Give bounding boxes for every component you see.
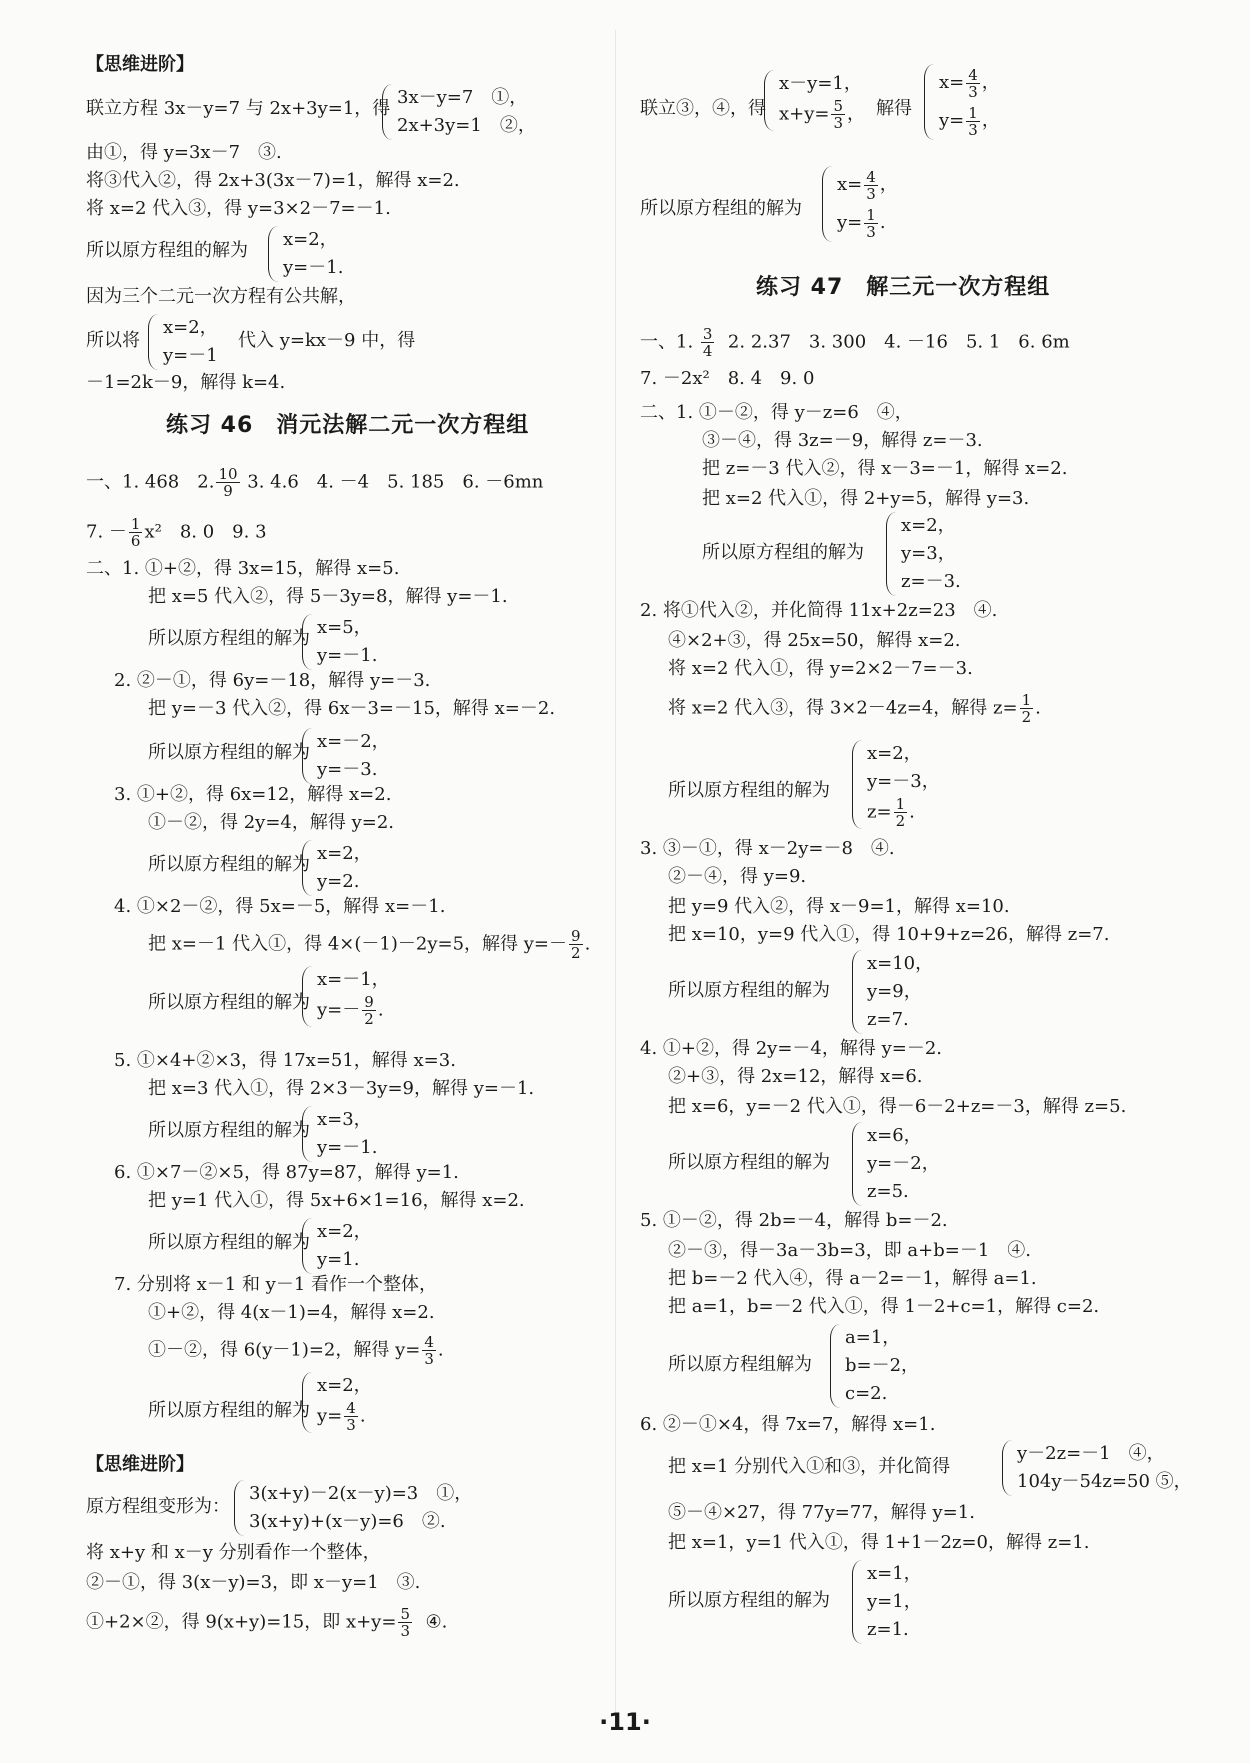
- text-line: 4. ①×2－②，得 5x=－5，解得 x=－1.: [114, 896, 446, 917]
- text-line: 把 x=2 代入①，得 2+y=5，解得 y=3.: [702, 488, 1030, 509]
- text-line: 因为三个二元一次方程有公共解，: [86, 286, 356, 307]
- text-line: 3. ①+②，得 6x=12，解得 x=2.: [114, 784, 392, 805]
- text-line: 所以原方程组的解为: [86, 240, 248, 261]
- text-line: 将 x=2 代入①，得 y=2×2－7=－3.: [668, 658, 973, 679]
- text-line: 所以原方程组的解为: [148, 628, 310, 649]
- text-line: 所以原方程组解为: [668, 1354, 812, 1375]
- text-line: ②+③，得 2x=12，解得 x=6.: [668, 1066, 923, 1087]
- thinking-heading: 【思维进阶】: [86, 1454, 194, 1475]
- section-title-46: 练习 46 消元法解二元一次方程组: [166, 413, 530, 438]
- text-line: 所以原方程组的解为: [668, 780, 830, 801]
- text-line: 所以原方程组的解为: [640, 198, 802, 219]
- solution-system: x=10， y=9， z=7.: [852, 950, 933, 1034]
- text-line: 所以原方程组的解为: [668, 1590, 830, 1611]
- text-line: 解得: [876, 98, 912, 119]
- text-line: 2. ②－①，得 6y=－18，解得 y=－3.: [114, 670, 431, 691]
- text-line: 2. 将①代入②，并化简得 11x+2z=23 ④.: [640, 600, 998, 621]
- text-line: 把 z=－3 代入②，得 x－3=－1，解得 x=2.: [702, 458, 1068, 479]
- solution-system: x=2， y=3， z=－3.: [886, 512, 961, 596]
- solution-system: x=3， y=－1.: [302, 1106, 377, 1162]
- equation-system: 3x－y=7 ①， 2x+3y=1 ②，: [382, 84, 536, 140]
- text-line: 二、1. ①－②，得 y－z=6 ④，: [640, 402, 913, 423]
- text-line: 由①，得 y=3x－7 ③.: [86, 142, 282, 163]
- solution-system: x=－1， y=－ $\frac{9}{2}$ .: [302, 966, 390, 1027]
- answers-line: 一、1. 468 2. $\frac{10}{9}$ 3. 4.6 4. －4 5. 185 6. －6mn: [86, 465, 544, 500]
- solution-system: x=1， y=1， z=1.: [852, 1560, 922, 1644]
- text-line: 把 x=5 代入②，得 5－3y=8，解得 y=－1.: [148, 586, 508, 607]
- solution-system: x=2， y=1.: [302, 1218, 372, 1274]
- text-line: 把 x=10，y=9 代入①，得 10+9+z=26，解得 z=7.: [668, 924, 1110, 945]
- text-line: 4. ①+②，得 2y=－4，解得 y=－2.: [640, 1038, 942, 1059]
- text-line: 所以原方程组的解为: [668, 980, 830, 1001]
- solution-system: x=5， y=－1.: [302, 614, 377, 670]
- text-line: 把 y=1 代入①，得 5x+6×1=16，解得 x=2.: [148, 1190, 525, 1211]
- text-line: 所以原方程组的解为: [148, 1400, 310, 1421]
- solution-system: x=6， y=－2， z=5.: [852, 1122, 940, 1206]
- solution-system: x=2， y=－1.: [268, 226, 343, 282]
- equation-system: 3(x+y)－2(x－y)=3 ①， 3(x+y)+(x－y)=6 ②.: [234, 1480, 472, 1536]
- text-line: 6. ①×7－②×5，得 87y=87，解得 y=1.: [114, 1162, 459, 1183]
- text-line: －1=2k－9，解得 k=4.: [86, 372, 286, 393]
- solution-system: a=1， b=－2， c=2.: [830, 1324, 919, 1408]
- text-line: 把 x=1，y=1 代入①，得 1+1－2z=0，解得 z=1.: [668, 1532, 1090, 1553]
- text-line: 所以将: [86, 330, 140, 351]
- text-line: 把 x=1 分别代入①和③，并化简得: [668, 1456, 951, 1477]
- solution-system: x= $\frac{4}{3}$ ， y= $\frac{1}{3}$ ，: [924, 64, 1000, 140]
- text-line: 把 y=－3 代入②，得 6x－3=－15，解得 x=－2.: [148, 698, 556, 719]
- text-line: ①+2×②，得 9(x+y)=15，即 x+y= $\frac{5}{3}$ ④.: [86, 1605, 448, 1640]
- text-line: 联立方程 3x－y=7 与 2x+3y=1，得: [86, 98, 391, 119]
- text-line: 二、1. ①+②，得 3x=15，解得 x=5.: [86, 558, 400, 579]
- answers-line: 7. － $\frac{1}{6}$ x² 8. 0 9. 3: [86, 515, 267, 550]
- text-line: 将 x=2 代入③，得 3×2－4z=4，解得 z= $\frac{1}{2}$ .: [668, 691, 1041, 726]
- text-line: ②－④，得 y=9.: [668, 866, 807, 887]
- thinking-heading: 【思维进阶】: [86, 54, 194, 75]
- text-line: 7. 分别将 x－1 和 y－1 看作一个整体，: [114, 1274, 438, 1295]
- answers-line: 一、1. $\frac{3}{4}$ 2. 2.37 3. 300 4. －16 5. 1 6. 6m: [640, 325, 1070, 360]
- text-line: 所以原方程组的解为: [148, 1232, 310, 1253]
- text-line: 把 x=3 代入①，得 2×3－3y=9，解得 y=－1.: [148, 1078, 535, 1099]
- text-line: 3. ③－①，得 x－2y=－8 ④.: [640, 838, 895, 859]
- text-line: 5. ①×4+②×3，得 17x=51，解得 x=3.: [114, 1050, 456, 1071]
- text-line: 所以原方程组的解为: [702, 542, 864, 563]
- text-line: 把 x=－1 代入①，得 4×(－1)－2y=5，解得 y=－ $\frac{9}{2}$ .: [148, 927, 591, 962]
- solution-system: x=2， y=－1: [148, 314, 218, 370]
- text-line: ②－①，得 3(x－y)=3，即 x－y=1 ③.: [86, 1572, 421, 1593]
- text-line: ②－③，得－3a－3b=3，即 a+b=－1 ④.: [668, 1240, 1032, 1261]
- answers-line: 7. －2x² 8. 4 9. 0: [640, 368, 815, 389]
- solution-system: x=2， y=－3， z= $\frac{1}{2}$ .: [852, 740, 940, 829]
- text-line: 原方程组变形为：: [86, 1496, 230, 1517]
- text-line: 联立③，④，得: [640, 98, 766, 119]
- text-line: 把 x=6，y=－2 代入①，得－6－2+z=－3，解得 z=5.: [668, 1096, 1127, 1117]
- text-line: ①－②，得 2y=4，解得 y=2.: [148, 812, 395, 833]
- text-line: 所以原方程组的解为: [148, 1120, 310, 1141]
- text-line: 所以原方程组的解为: [148, 854, 310, 875]
- text-line: 所以原方程组的解为: [148, 992, 310, 1013]
- text-line: ①－②，得 6(y－1)=2，解得 y= $\frac{4}{3}$ .: [148, 1333, 444, 1368]
- equation-system: x－y=1， x+y= $\frac{5}{3}$ ，: [764, 70, 865, 131]
- page-number: ·11·: [599, 1708, 651, 1736]
- column-divider: [615, 30, 616, 1730]
- solution-system: x=2， y= $\frac{4}{3}$ .: [302, 1372, 372, 1433]
- text-line: 所以原方程组的解为: [668, 1152, 830, 1173]
- solution-system: x= $\frac{4}{3}$ ， y= $\frac{1}{3}$ .: [822, 166, 898, 242]
- section-title-47: 练习 47 解三元一次方程组: [756, 275, 1051, 300]
- text-line: ①+②，得 4(x－1)=4，解得 x=2.: [148, 1302, 435, 1323]
- text-line: 将③代入②，得 2x+3(3x－7)=1，解得 x=2.: [86, 170, 460, 191]
- text-line: 6. ②－①×4，得 7x=7，解得 x=1.: [640, 1414, 936, 1435]
- text-line: ③－④，得 3z=－9，解得 z=－3.: [702, 430, 983, 451]
- text-line: ④×2+③，得 25x=50，解得 x=2.: [668, 630, 961, 651]
- solution-system: x=－2， y=－3.: [302, 728, 390, 784]
- text-line: 代入 y=kx－9 中，得: [238, 330, 416, 351]
- text-line: 将 x+y 和 x－y 分别看作一个整体，: [86, 1542, 381, 1563]
- text-line: 将 x=2 代入③，得 y=3×2－7=－1.: [86, 198, 391, 219]
- equation-system: y－2z=－1 ④， 104y－54z=50 ⑤，: [1002, 1440, 1192, 1496]
- solution-system: x=2， y=2.: [302, 840, 372, 896]
- text-line: 把 b=－2 代入④，得 a－2=－1，解得 a=1.: [668, 1268, 1037, 1289]
- text-line: 所以原方程组的解为: [148, 742, 310, 763]
- text-line: ⑤－④×27，得 77y=77，解得 y=1.: [668, 1502, 975, 1523]
- text-line: 把 y=9 代入②，得 x－9=1，解得 x=10.: [668, 896, 1010, 917]
- text-line: 把 a=1，b=－2 代入①，得 1－2+c=1，解得 c=2.: [668, 1296, 1100, 1317]
- text-line: 5. ①－②，得 2b=－4，解得 b=－2.: [640, 1210, 948, 1231]
